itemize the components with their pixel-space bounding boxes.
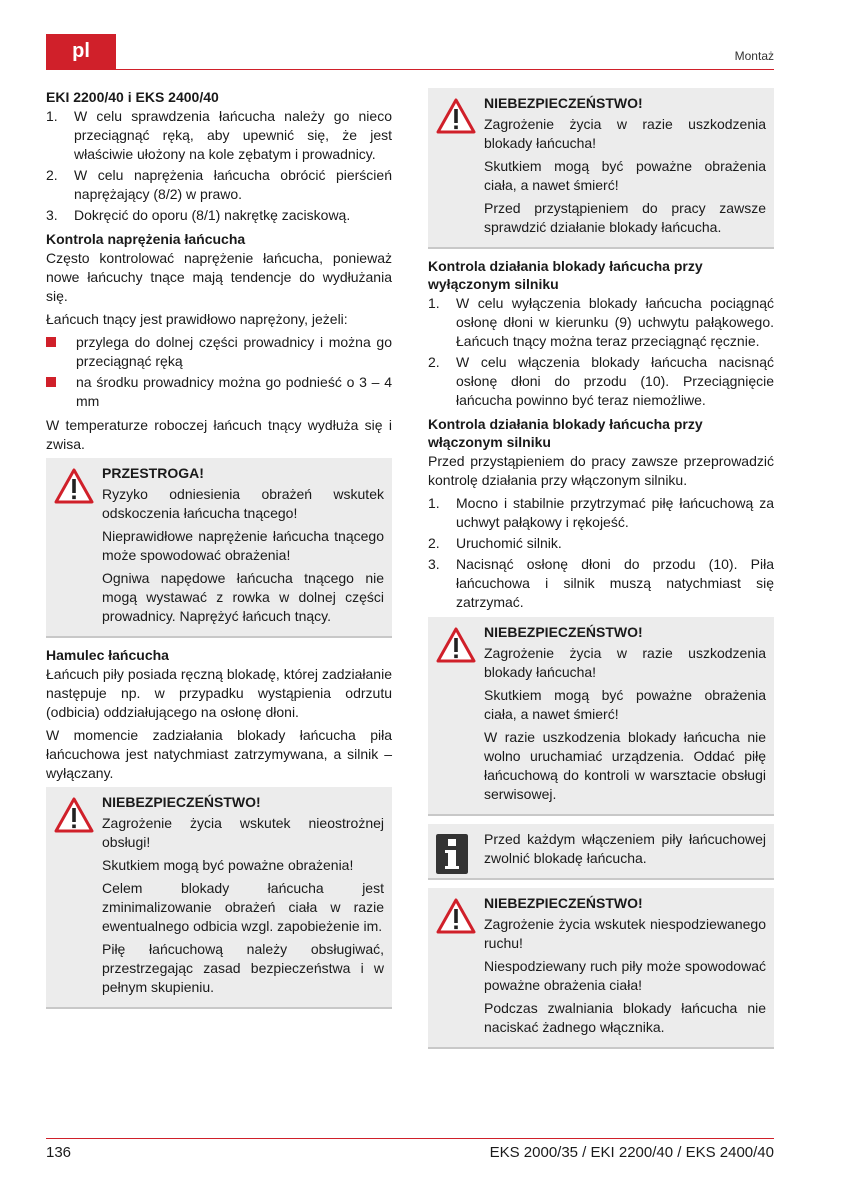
caution-box <box>46 458 392 638</box>
paragraph: Przed przystąpieniem do pracy zawsze przeprowadzić kontrolę działania przy włączonym silniku. <box>428 453 774 488</box>
tension-steps <box>46 107 392 225</box>
box-text: Celem blokady łańcucha jest zminimalizowanie obrażeń ciała w razie ewentualnego odbicia wzgl. zapobieżenie im. <box>102 880 384 934</box>
list-item: 1. W celu sprawdzenia łańcucha należy go nieco przeciągnąć ręką, aby upewnić się, że jest właściwie ułożony na kole zębatym i prowadnicy. <box>46 108 392 162</box>
danger-box <box>428 88 774 249</box>
info-icon <box>436 834 468 874</box>
heading-chain-brake: Hamulec łańcucha <box>46 647 169 663</box>
list-item: 3. Nacisnąć osłonę dłoni do przodu (10). Piła łańcuchowa i silnik muszą natychmiast się zatrzymać. <box>428 556 774 610</box>
box-text: Nieprawidłowe naprężenie łańcucha tnącego może spowodować obrażenia! <box>102 528 384 563</box>
paragraph: Łańcuch piły posiada ręczną blokadę, której zadziałanie następuje np. w przypadku wystąpienia odrzutu (odbicia) oddziałującego na osłonę dłoni. <box>46 666 392 720</box>
box-text: W razie uszkodzenia blokady łańcucha nie wolno uruchamiać urządzenia. Oddać piłę łańcuchową do kontroli w warsztacie obsługi serwisowej. <box>484 729 766 802</box>
list-item: na środku prowadnicy można go podnieść o 3 – 4 mm <box>46 373 392 411</box>
warning-triangle-icon <box>54 468 94 504</box>
right-column <box>428 88 774 1057</box>
box-text: Skutkiem mogą być poważne obrażenia! <box>102 857 354 873</box>
box-text: Przed każdym włączeniem piły łańcuchowej zwolnić blokadę łańcucha. <box>484 831 766 866</box>
page-number: 136 <box>46 1144 72 1161</box>
list-item: 2. Uruchomić silnik. <box>428 535 562 551</box>
box-text: Zagrożenie życia w razie uszkodzenia blokady łańcucha! <box>484 645 766 680</box>
list-item: 1. W celu wyłączenia blokady łańcucha pociągnąć osłonę dłoni w kierunku (9) uchwytu pałąkowego. Łańcuch tnący można teraz przeciągnąć ręcznie. <box>428 295 774 349</box>
box-title: PRZESTROGA! <box>102 465 204 481</box>
heading-tension-check: Kontrola naprężenia łańcucha <box>46 231 246 247</box>
tension-criteria <box>46 333 392 411</box>
box-title: NIEBEZPIECZEŃSTWO! <box>102 794 261 810</box>
warning-triangle-icon <box>54 797 94 833</box>
box-text: Niespodziewany ruch piły może spowodować poważne obrażenia ciała! <box>484 958 766 993</box>
brake-check-off-steps <box>428 294 774 410</box>
footer-rule <box>46 1138 774 1139</box>
box-title: NIEBEZPIECZEŃSTWO! <box>484 95 643 111</box>
box-title: NIEBEZPIECZEŃSTWO! <box>484 895 643 911</box>
header-rule <box>46 69 774 70</box>
list-item: 1. Mocno i stabilnie przytrzymać piłę łańcuchową za uchwyt pałąkowy i rękojeść. <box>428 495 774 530</box>
warning-triangle-icon <box>436 898 476 934</box>
footer-title: EKS 2000/35 / EKI 2200/40 / EKS 2400/40 <box>489 1144 774 1161</box>
list-item: przylega do dolnej części prowadnicy i można go przeciągnąć ręką <box>46 333 392 371</box>
warning-triangle-icon <box>436 98 476 134</box>
box-text: Podczas zwalniania blokady łańcucha nie naciskać żadnego włącznika. <box>484 1000 766 1035</box>
square-bullet-icon <box>46 337 56 347</box>
heading-eki-eks: EKI 2200/40 i EKS 2400/40 <box>46 89 219 105</box>
list-item: 2. W celu włączenia blokady łańcucha nacisnąć osłonę dłoni do przodu (10). Przeciągnięcie łańcucha powinno być teraz niemożliwe. <box>428 354 774 408</box>
box-text: Zagrożenie życia wskutek nieostrożnej obsługi! <box>102 815 384 850</box>
list-item: 3. Dokręcić do oporu (8/1) nakrętkę zaciskową. <box>46 207 351 223</box>
left-column <box>46 88 392 1017</box>
heading-brake-check-off: Kontrola działania blokady łańcucha przy wyłączonym silniku <box>428 258 703 292</box>
paragraph: W temperaturze roboczej łańcuch tnący wydłuża się i zwisa. <box>46 417 392 452</box>
paragraph: Łańcuch tnący jest prawidłowo naprężony, jeżeli: <box>46 311 348 327</box>
box-text: Ryzyko odniesienia obrażeń wskutek odskoczenia łańcucha tnącego! <box>102 486 384 521</box>
list-item: 2. W celu naprężenia łańcucha obrócić pierścień naprężający (8/2) w prawo. <box>46 167 392 202</box>
box-text: Zagrożenie życia wskutek niespodziewanego ruchu! <box>484 916 766 951</box>
box-text: Skutkiem mogą być poważne obrażenia ciała, a nawet śmierć! <box>484 687 766 722</box>
info-box <box>428 824 774 880</box>
danger-box <box>428 888 774 1049</box>
box-text: Piłę łańcuchową należy obsługiwać, przestrzegając zasad bezpieczeństwa i w pełnym skupieniu. <box>102 941 384 995</box>
brake-check-on-steps <box>428 494 774 612</box>
square-bullet-icon <box>46 377 56 387</box>
box-text: Przed przystąpieniem do pracy zawsze sprawdzić działanie blokady łańcucha. <box>484 200 766 235</box>
language-tab: pl <box>46 34 116 69</box>
warning-triangle-icon <box>436 627 476 663</box>
box-title: NIEBEZPIECZEŃSTWO! <box>484 624 643 640</box>
paragraph: W momencie zadziałania blokady łańcucha piła łańcuchowa jest natychmiast zatrzymywana, a silnik – wyłączany. <box>46 727 392 781</box>
paragraph: Często kontrolować naprężenie łańcucha, ponieważ nowe łańcuchy tnące mają tendencje do wydłużania się. <box>46 250 392 304</box>
danger-box <box>428 617 774 816</box>
danger-box <box>46 787 392 1009</box>
section-title: Montaż <box>734 49 774 63</box>
box-text: Zagrożenie życia w razie uszkodzenia blokady łańcucha! <box>484 116 766 151</box>
box-text: Skutkiem mogą być poważne obrażenia ciała, a nawet śmierć! <box>484 158 766 193</box>
heading-brake-check-on: Kontrola działania blokady łańcucha przy włączonym silniku <box>428 416 703 450</box>
box-text: Ogniwa napędowe łańcucha tnącego nie mogą wystawać z rowka w dolnej części prowadnicy. Naprężyć łańcuch tnący. <box>102 570 384 624</box>
